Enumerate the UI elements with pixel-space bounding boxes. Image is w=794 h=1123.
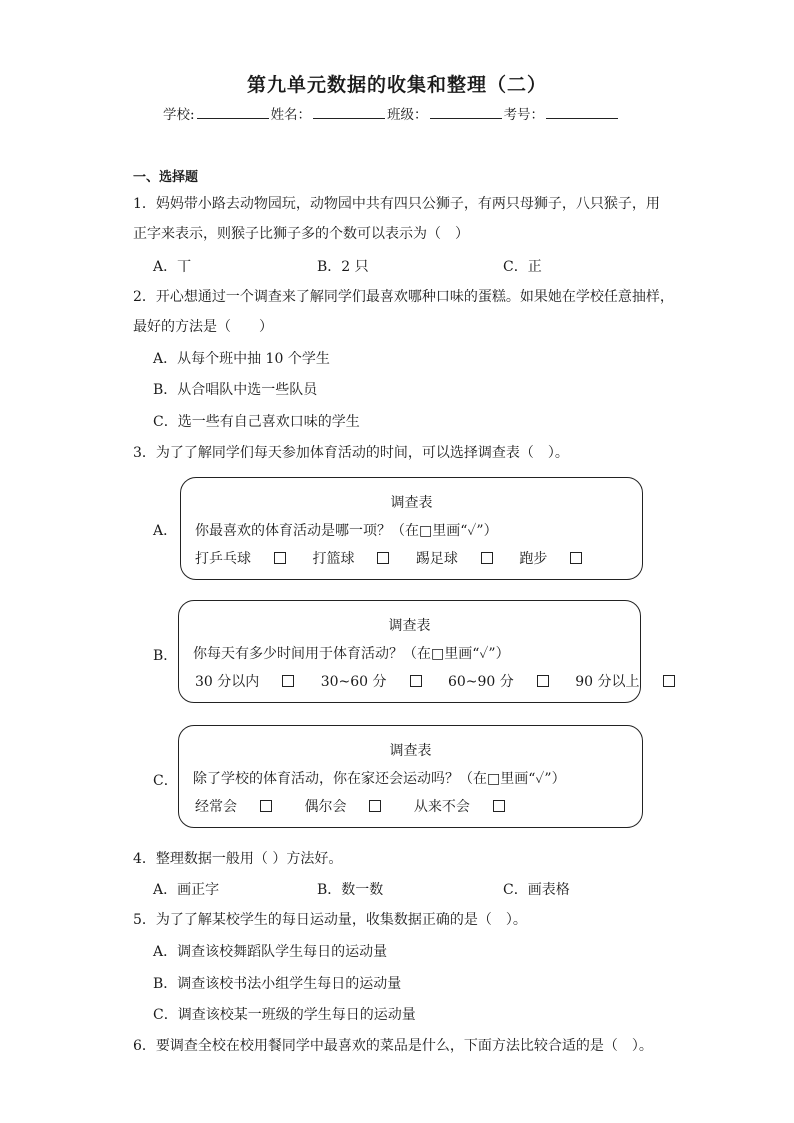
page-title: 第九单元数据的收集和整理（二） — [246, 74, 547, 96]
exam-number-label: 考号： — [503, 107, 545, 123]
q2-option-b[interactable]: B．从合唱队中选一些队员 — [153, 382, 318, 398]
survey-table-c-question: 除了学校的体育活动，你在家还会运动吗？（在□里画“✓”） — [193, 771, 566, 787]
q3-option-c-label[interactable]: C． — [153, 773, 178, 789]
q1-option-a[interactable]: A．丅 — [153, 259, 192, 275]
survey-table-b-question: 你每天有多少时间用于体育活动？（在□里画“✓”） — [193, 646, 510, 662]
school-label: 学校: — [163, 107, 195, 123]
survey-table-b[interactable] — [178, 600, 641, 703]
exam-number-blank[interactable] — [546, 104, 618, 119]
survey-table-a-title: 调查表 — [390, 495, 433, 511]
q4-option-a[interactable]: A．画正字 — [153, 882, 220, 898]
q3-option-a-label[interactable]: A． — [153, 523, 178, 539]
checkbox-icon[interactable] — [663, 675, 675, 687]
checkbox-icon[interactable] — [260, 800, 272, 812]
checkbox-icon[interactable] — [493, 800, 505, 812]
q3-stem: 3．为了了解同学们每天参加体育活动的时间，可以选择调查表（ ）。 — [133, 445, 569, 461]
section-heading: 一、选择题 — [133, 170, 199, 185]
survey-table-a-question: 你最喜欢的体育活动是哪一项？（在□里画“✓”） — [195, 523, 498, 539]
q2-stem-line2: 最好的方法是（ ） — [133, 319, 273, 335]
survey-option[interactable]: 60~90 分 — [448, 674, 549, 690]
checkbox-icon[interactable] — [282, 675, 294, 687]
name-label: 姓名： — [270, 107, 312, 123]
class-label: 班级： — [387, 107, 428, 123]
checkbox-icon[interactable] — [570, 552, 582, 564]
survey-table-a[interactable] — [180, 477, 643, 580]
q1-option-b[interactable]: B．2 只 — [317, 259, 369, 275]
checkbox-icon[interactable] — [274, 552, 286, 564]
q6-stem: 6．要调查全校在校用餐同学中最喜欢的菜品是什么，下面方法比较合适的是（ ）。 — [133, 1038, 653, 1054]
survey-table-a-options — [195, 548, 604, 568]
survey-table-b-options — [195, 671, 697, 691]
class-blank[interactable] — [430, 104, 502, 119]
q5-option-c[interactable]: C．调查该校某一班级的学生每日的运动量 — [153, 1007, 416, 1023]
checkbox-icon[interactable] — [410, 675, 422, 687]
survey-option[interactable]: 90 分以上 — [575, 674, 674, 690]
checkbox-icon[interactable] — [369, 800, 381, 812]
student-info-line — [163, 103, 620, 123]
survey-option[interactable]: 跑步 — [519, 551, 582, 567]
school-blank[interactable] — [197, 104, 269, 119]
survey-option[interactable]: 30 分以内 — [195, 674, 294, 690]
q5-stem: 5．为了了解某校学生的每日运动量，收集数据正确的是（ ）。 — [133, 912, 527, 928]
survey-option[interactable]: 打篮球 — [312, 551, 389, 567]
survey-table-b-title: 调查表 — [388, 618, 431, 634]
survey-table-c-title: 调查表 — [389, 743, 432, 759]
q2-option-c[interactable]: C．选一些有自己喜欢口味的学生 — [153, 414, 360, 430]
survey-table-c-options — [195, 796, 527, 816]
checkbox-icon[interactable] — [481, 552, 493, 564]
q5-option-b[interactable]: B．调查该校书法小组学生每日的运动量 — [153, 976, 402, 992]
q1-stem-line1: 1．妈妈带小路去动物园玩，动物园中共有四只公狮子，有两只母狮子，八只猴子，用 — [133, 196, 660, 212]
q2-stem-line1: 2．开心想通过一个调查来了解同学们最喜欢哪种口味的蛋糕。如果她在学校任意抽样， — [133, 289, 674, 305]
survey-table-c[interactable] — [178, 725, 643, 828]
q3-option-b-label[interactable]: B． — [153, 648, 178, 664]
survey-option[interactable]: 踢足球 — [416, 551, 493, 567]
q4-option-b[interactable]: B．数一数 — [317, 882, 384, 898]
q1-option-c[interactable]: C．正 — [503, 259, 542, 275]
q4-option-c[interactable]: C．画表格 — [503, 882, 570, 898]
survey-option[interactable]: 打乒乓球 — [195, 551, 286, 567]
checkbox-icon[interactable] — [537, 675, 549, 687]
survey-option[interactable]: 从来不会 — [414, 799, 505, 815]
survey-option[interactable]: 偶尔会 — [304, 799, 381, 815]
survey-option[interactable]: 经常会 — [195, 799, 272, 815]
q1-stem-line2: 正字来表示，则猴子比狮子多的个数可以表示为（ ） — [133, 226, 469, 242]
q2-option-a[interactable]: A．从每个班中抽 10 个学生 — [153, 351, 330, 367]
name-blank[interactable] — [313, 104, 385, 119]
q4-stem: 4．整理数据一般用（ ）方法好。 — [133, 851, 343, 867]
q5-option-a[interactable]: A．调查该校舞蹈队学生每日的运动量 — [153, 944, 388, 960]
survey-option[interactable]: 30~60 分 — [321, 674, 422, 690]
checkbox-icon[interactable] — [377, 552, 389, 564]
